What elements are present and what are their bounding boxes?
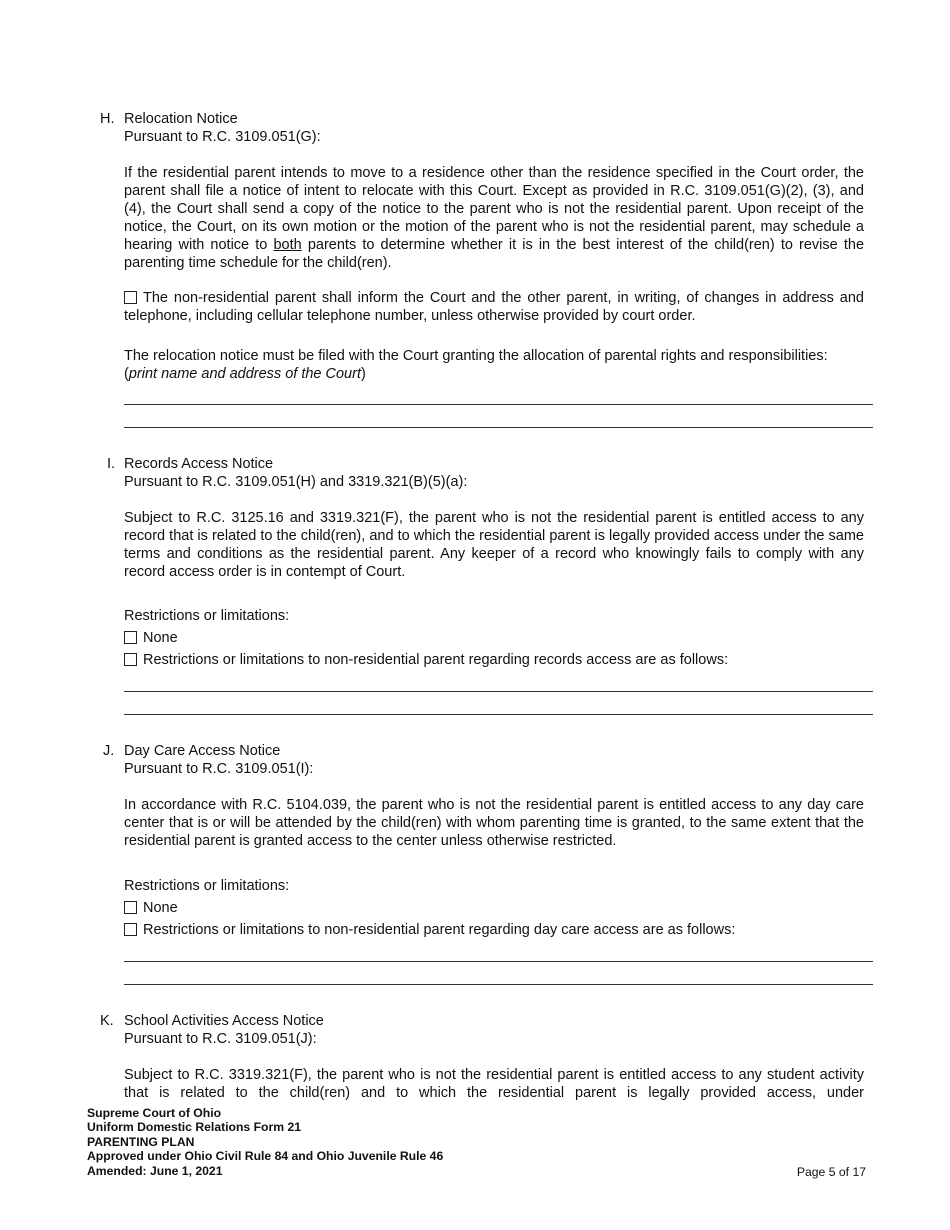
section-j-letter: J. bbox=[103, 743, 115, 759]
footer-plan: PARENTING PLAN bbox=[87, 1134, 195, 1149]
section-h-title: Relocation Notice bbox=[124, 111, 238, 127]
section-j-body: In accordance with R.C. 5104.039, the parent who is not the residential parent is entitled access to any day care center that is or will be attended by the child(ren) with whom parenting time is granted, to the same extent that the residential parent is granted access to the center unless otherwise restricted. bbox=[124, 797, 864, 849]
daycare-restrictions-checkbox[interactable] bbox=[124, 923, 137, 936]
daycare-none-checkbox[interactable] bbox=[124, 901, 137, 914]
footer-court: Supreme Court of Ohio bbox=[87, 1106, 222, 1120]
records-restrictions-line-1[interactable] bbox=[124, 691, 873, 692]
paren-open: ( bbox=[124, 366, 129, 382]
section-j-pursuant: Pursuant to R.C. 3109.051(I): bbox=[124, 761, 314, 777]
section-h-body-part2: parents to determine whether it is in the best interest of the child(ren) to revise the parenting time schedule for the child(ren). bbox=[124, 237, 865, 271]
section-k-title: School Activities Access Notice bbox=[124, 1013, 324, 1029]
page-number: Page 5 of 17 bbox=[796, 1165, 866, 1179]
section-h-pursuant: Pursuant to R.C. 3109.051(G): bbox=[124, 129, 321, 145]
court-name-line-2[interactable] bbox=[124, 427, 873, 428]
section-j-option-none bbox=[124, 899, 864, 917]
section-h-filed-italic: print name and address of the Court bbox=[128, 366, 361, 382]
records-none-label: None bbox=[143, 630, 178, 646]
section-i-restrictions-label: Restrictions or limitations: bbox=[124, 608, 290, 624]
address-change-checkbox[interactable] bbox=[124, 291, 137, 304]
section-i-pursuant: Pursuant to R.C. 3109.051(H) and 3319.321(B)(5)(a): bbox=[124, 474, 468, 490]
section-h-body-underlined: both bbox=[273, 237, 302, 253]
address-change-text: The non-residential parent shall inform the Court and the other parent, in writing, of changes in address and telephone, including cellular telephone number, unless otherwise provided by court order. bbox=[124, 290, 864, 324]
section-j-restrictions-label: Restrictions or limitations: bbox=[124, 878, 290, 894]
section-i-body: Subject to R.C. 3125.16 and 3319.321(F), the parent who is not the residential parent is entitled access to any record that is related to the child(ren), and to which the residential parent is legally provided access under the same terms and conditions as the residential parent. Any keeper of a record who knowingly fails to comply with any record access order is in contempt of Court. bbox=[124, 510, 864, 580]
daycare-none-label: None bbox=[143, 900, 178, 916]
footer-amended: Amended: June 1, 2021 bbox=[87, 1163, 223, 1178]
section-j-option-restrictions bbox=[124, 921, 864, 939]
records-none-checkbox[interactable] bbox=[124, 631, 137, 644]
section-h-filed-text: The relocation notice must be filed with the Court granting the allocation of parental rights and responsibilities: bbox=[124, 348, 828, 364]
daycare-restrictions-line-2[interactable] bbox=[124, 984, 873, 985]
section-k-body: Subject to R.C. 3319.321(F), the parent who is not the residential parent is entitled access to any student activity that is related to the child(ren) and to which the residential parent is legally provided access, under bbox=[124, 1067, 864, 1101]
section-h-checkbox-row bbox=[124, 289, 864, 325]
section-i-option-none bbox=[124, 629, 864, 647]
daycare-restrictions-line-1[interactable] bbox=[124, 961, 873, 962]
section-h-body-part1: If the residential parent intends to move to a residence other than the residence specified in the Court order, the parent shall file a notice of intent to relocate with this Court. Except as provided in R.C. 3109.051(G)(2), (3), and (4), the Court shall send a copy of the notice to the parent who is not the residential parent. Upon receipt of the notice, the Court, on its own motion or the motion of the parent who is not the residential parent, may schedule a hearing with notice to bbox=[124, 165, 864, 253]
footer-form: Uniform Domestic Relations Form 21 bbox=[87, 1120, 302, 1135]
records-restrictions-line-2[interactable] bbox=[124, 714, 873, 715]
records-restrictions-label: Restrictions or limitations to non-residential parent regarding records access are as follows: bbox=[143, 652, 729, 668]
page-footer bbox=[87, 1106, 443, 1178]
section-k-pursuant: Pursuant to R.C. 3109.051(J): bbox=[124, 1031, 317, 1047]
section-i-letter: I. bbox=[107, 456, 116, 472]
records-restrictions-checkbox[interactable] bbox=[124, 653, 137, 666]
section-j-title: Day Care Access Notice bbox=[124, 743, 281, 759]
daycare-restrictions-label: Restrictions or limitations to non-residential parent regarding day care access are as follows: bbox=[143, 922, 736, 938]
section-h-letter: H. bbox=[100, 111, 115, 127]
section-h-filed-instruction bbox=[124, 365, 864, 383]
section-h-body bbox=[124, 164, 864, 272]
footer-approved: Approved under Ohio Civil Rule 84 and Ohio Juvenile Rule 46 bbox=[87, 1149, 444, 1164]
court-name-line-1[interactable] bbox=[124, 404, 873, 405]
section-k-letter: K. bbox=[100, 1013, 114, 1029]
section-i-title: Records Access Notice bbox=[124, 456, 274, 472]
section-i-option-restrictions bbox=[124, 651, 864, 669]
paren-close: ) bbox=[360, 366, 366, 382]
